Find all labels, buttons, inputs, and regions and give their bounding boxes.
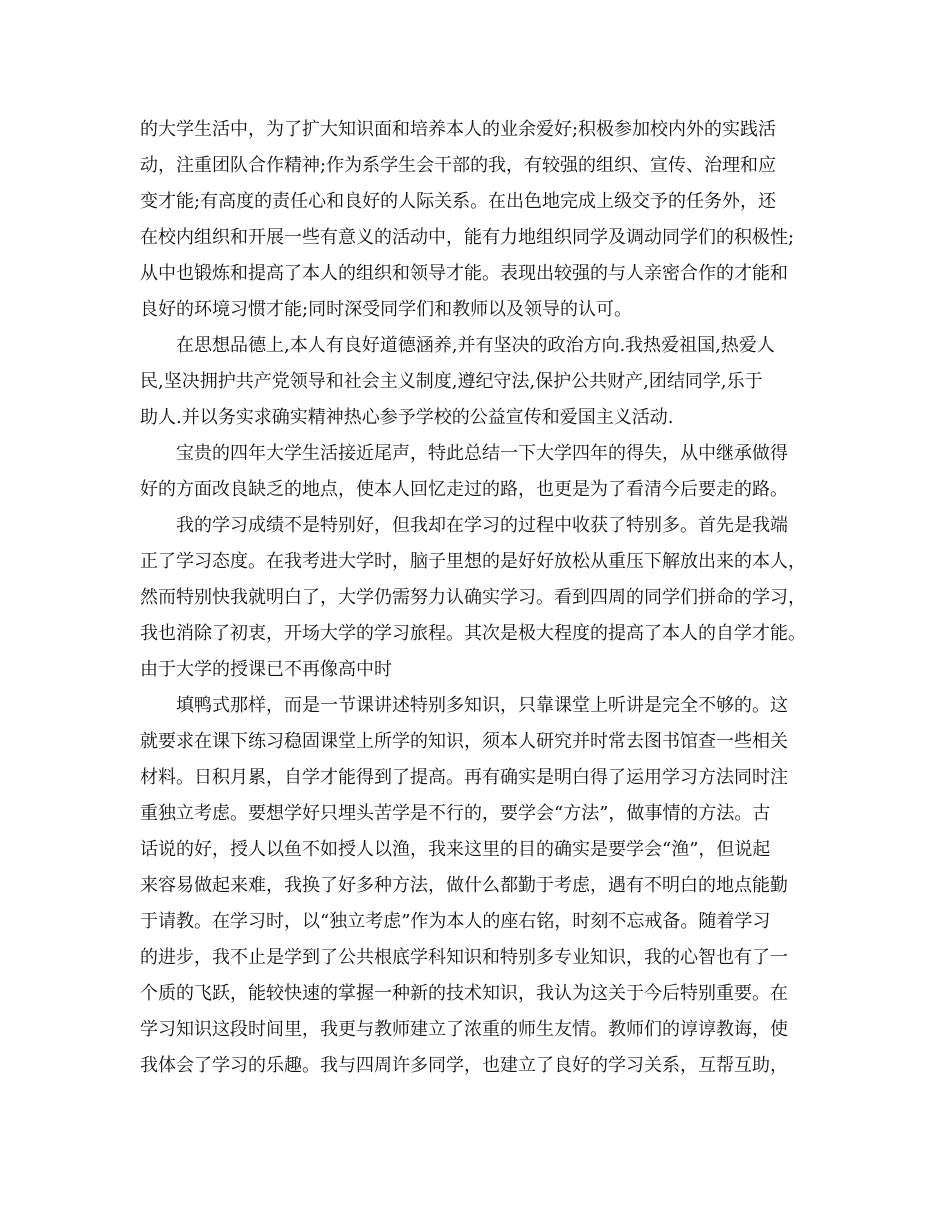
- text-line: 在校内组织和开展一些有意义的活动中，能有力地组织同学及调动同学们的积极性;: [140, 227, 795, 248]
- text-line: 我体会了学习的乐趣。我与四周许多同学，也建立了良好的学习关系，互帮互助，: [140, 1055, 788, 1076]
- paragraph-first-line: 我的学习成绩不是特别好，但我却在学习的过程中收获了特别多。首先是我端: [176, 515, 788, 536]
- text-line: 良好的环境习惯才能;同时深受同学们和教师以及领导的认可。: [140, 299, 633, 320]
- text-line: 来容易做起来难，我换了好多种方法，做什么都勤于考虑，遇有不明白的地点能勤: [140, 875, 788, 896]
- paragraph-first-line: 宝贵的四年大学生活接近尾声，特此总结一下大学四年的得失，从中继承做得: [176, 443, 788, 464]
- paragraph-first-line: 在思想品德上,本人有良好道德涵养,并有坚决的政治方向.我热爱祖国,热爱人: [176, 335, 775, 356]
- document-body: [140, 112, 815, 1084]
- text-line: 学习知识这段时间里，我更与教师建立了浓重的师生友情。教师们的谆谆教诲，使: [140, 1019, 788, 1040]
- text-line: 的进步，我不止是学到了公共根底学科知识和特别多专业知识，我的心智也有了一: [140, 947, 788, 968]
- text-line: 材料。日积月累，自学才能得到了提高。再有确实是明白得了运用学习方法同时注: [140, 767, 788, 788]
- text-line: 话说的好，授人以鱼不如授人以渔，我来这里的目的确实是要学会“渔”，但说起: [140, 839, 771, 860]
- text-line: 我也消除了初衷，开场大学的学习旅程。其次是极大程度的提高了本人的自学才能。: [140, 623, 806, 644]
- text-line: 个质的飞跃，能较快速的掌握一种新的技术知识，我认为这关于今后特别重要。在: [140, 983, 788, 1004]
- text-line: 重独立考虑。要想学好只埋头苦学是不行的，要学会“方法”，做事情的方法。古: [140, 803, 771, 824]
- text-line: 动，注重团队合作精神;作为系学生会干部的我，有较强的组织、宣传、治理和应: [140, 155, 777, 176]
- text-line: 从中也锻炼和提高了本人的组织和领导才能。表现出较强的与人亲密合作的才能和: [140, 263, 788, 284]
- text-line: 的大学生活中，为了扩大知识面和培养本人的业余爱好;积极参加校内外的实践活: [140, 119, 777, 140]
- text-line: 正了学习态度。在我考进大学时，脑子里想的是好好放松从重压下解放出来的本人，: [140, 551, 806, 572]
- text-line: 变才能;有高度的责任心和良好的人际关系。在出色地完成上级交予的任务外，还: [140, 191, 777, 212]
- text-line: 就要求在课下练习稳固课堂上所学的知识，须本人研究并时常去图书馆查一些相关: [140, 731, 788, 752]
- text-line: 然而特别快我就明白了，大学仍需努力认确实学习。看到四周的同学们拼命的学习，: [140, 587, 806, 608]
- text-line: 助人.并以务实求确实精神热心参予学校的公益宣传和爱国主义活动.: [140, 407, 674, 428]
- text-line: 好的方面改良缺乏的地点，使本人回忆走过的路，也更是为了看清今后要走的路。: [140, 479, 788, 500]
- text-line: 由于大学的授课已不再像高中时: [140, 659, 392, 680]
- text-line: 于请教。在学习时，以“独立考虑”作为本人的座右铭，时刻不忘戒备。随着学习: [140, 911, 771, 932]
- paragraph-first-line: 填鸭式那样，而是一节课讲述特别多知识，只靠课堂上听讲是完全不够的。这: [176, 695, 788, 716]
- text-line: 民,坚决拥护共产党领导和社会主义制度,遵纪守法,保护公共财产,团结同学,乐于: [140, 371, 763, 392]
